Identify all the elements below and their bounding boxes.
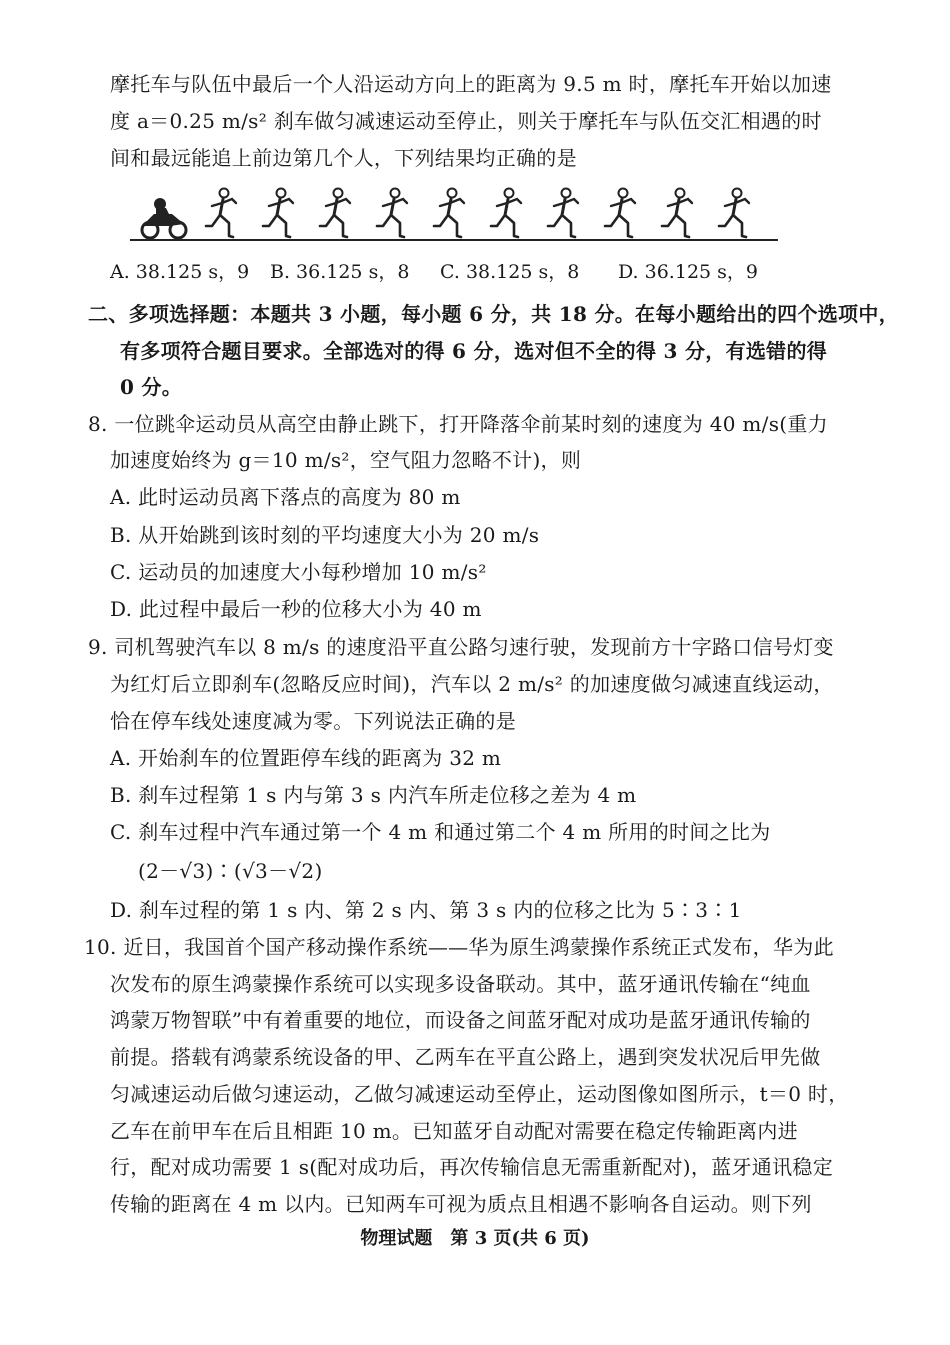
section2-line-3: 0 分。 [120,375,183,399]
q9-option-a: A. 开始刹车的位置距停车线的距离为 32 m [110,746,502,770]
q8-option-a: A. 此时运动员离下落点的高度为 80 m [110,485,461,509]
runner-icon [263,189,293,238]
motorcycle-icon [142,198,186,238]
runner-icon [662,189,692,238]
q8-stem-1: 8. 一位跳伞运动员从高空由静止跳下，打开降落伞前某时刻的速度为 40 m/s(重力 [88,412,828,436]
q7-line-3: 间和最远能追上前边第几个人，下列结果均正确的是 [110,146,577,170]
runner-icon [605,189,635,238]
q7-option-b: B. 36.125 s，8 [270,261,410,283]
q8-option-b: B. 从开始跳到该时刻的平均速度大小为 20 m/s [110,523,540,547]
q8-stem-2: 加速度始终为 g＝10 m/s²，空气阻力忽略不计)，则 [110,448,582,472]
q9-stem-2: 为红灯后立即刹车(忽略反应时间)，汽车以 2 m/s² 的加速度做匀减速直线运动， [110,672,834,696]
q9-option-c: C. 刹车过程中汽车通过第一个 4 m 和通过第二个 4 m 所用的时间之比为 [110,820,771,844]
section2-line-2: 有多项符合题目要求。全部选对的得 6 分，选对但不全的得 3 分，有选错的得 [120,339,828,363]
q7-option-a: A. 38.125 s，9 [110,261,250,283]
q10-stem-7: 行，配对成功需要 1 s(配对成功后，再次传输信息无需重新配对)，蓝牙通讯稳定 [110,1155,834,1179]
q9-option-b: B. 刹车过程第 1 s 内与第 3 s 内汽车所走位移之差为 4 m [110,783,637,807]
q8-option-c: C. 运动员的加速度大小每秒增加 10 m/s² [110,560,487,584]
runner-icon [491,189,521,238]
section2-line-1: 二、多项选择题：本题共 3 小题，每小题 6 分，共 18 分。在每小题给出的四个选项中， [88,302,899,326]
q10-stem-1: 10. 近日，我国首个国产移动操作系统——华为原生鸿蒙操作系统正式发布，华为此 [84,935,834,959]
q10-stem-8: 传输的距离在 4 m 以内。已知两车可视为质点且相遇不影响各自运动。则下列 [110,1192,812,1216]
q7-option-d: D. 36.125 s，9 [618,261,758,283]
q9-stem-1: 9. 司机驾驶汽车以 8 m/s 的速度沿平直公路匀速行驶，发现前方十字路口信号灯变 [88,635,834,659]
q8-option-d: D. 此过程中最后一秒的位移大小为 40 m [110,597,482,621]
q10-stem-3: 鸿蒙万物智联”中有着重要的地位，而设备之间蓝牙配对成功是蓝牙通讯传输的 [110,1008,811,1032]
q10-stem-2: 次发布的原生鸿蒙操作系统可以实现多设备联动。其中，蓝牙通讯传输在“纯血 [110,972,811,996]
motorcycle-runners-figure [130,186,780,248]
page-footer: 物理试题 第 3 页(共 6 页) [360,1228,590,1249]
q10-stem-6: 乙车在前甲车在后且相距 10 m。已知蓝牙自动配对需要在稳定传输距离内进 [110,1119,798,1143]
q10-stem-5: 匀减速运动后做匀速运动，乙做匀减速运动至停止，运动图像如图所示，t＝0 时， [110,1082,849,1106]
q10-stem-4: 前提。搭载有鸿蒙系统设备的甲、乙两车在平直公路上，遇到突发状况后甲先做 [110,1045,821,1069]
q9-option-d: D. 刹车过程的第 1 s 内、第 2 s 内、第 3 s 内的位移之比为 5∶3∶1 [110,898,742,922]
runner-icon [548,189,578,238]
q7-line-1: 摩托车与队伍中最后一个人沿运动方向上的距离为 9.5 m 时，摩托车开始以加速 [110,72,832,96]
runner-icon [719,189,749,238]
runner-icon [434,189,464,238]
runner-icon [377,189,407,238]
runner-icon [320,189,350,238]
q9-stem-3: 恰在停车线处速度减为零。下列说法正确的是 [110,709,516,733]
q9-option-c-ratio: (2－√3)∶(√3－√2) [138,859,323,883]
runner-icon [206,189,236,238]
q7-line-2: 度 a＝0.25 m/s² 刹车做匀减速运动至停止，则关于摩托车与队伍交汇相遇的时 [110,109,822,133]
q7-option-c: C. 38.125 s，8 [440,261,580,283]
